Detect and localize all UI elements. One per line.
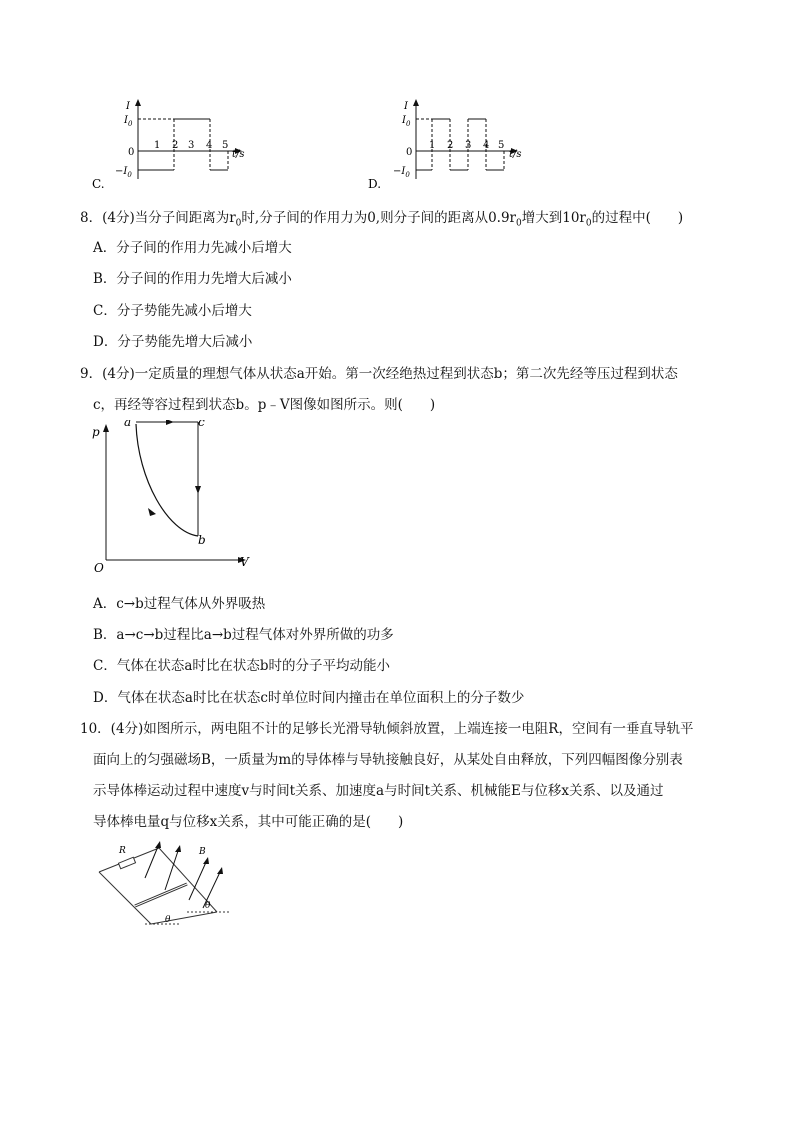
q8-stem-d: 的过程中( ) [591,210,684,226]
c-x-label: t/s [232,149,245,160]
figure-b-label: B [199,847,206,857]
c-i0: I [124,115,128,126]
svg-text:−I0 [115,166,132,179]
pv-o-label: O [94,561,104,575]
figure-r-label: R [119,846,126,856]
option-d-label: D. [368,177,382,191]
d-tick-4: 4 [483,140,490,151]
q9-pv-svg [88,420,258,580]
pv-b-label: b [198,533,206,547]
figure-theta-2: θ [205,901,211,911]
c-origin: 0 [128,147,135,158]
c-tick-5: 5 [222,140,229,151]
d-neg-i0-sub: 0 [405,171,410,179]
c-tick-2: 2 [172,140,179,151]
option-c-label: C. [92,177,105,191]
d-x-label: t/s [509,149,522,160]
q8-sub-1: 0 [516,218,522,229]
q9-stem-line-1: 9．(4分)一定质量的理想气体从状态a开始。第一次经绝热过程到状态b；第二次先经等压过程到状态 [80,366,678,382]
q8-stem-c: 增大到10r [521,210,586,226]
c-tick-1: 1 [154,140,161,151]
q8-option-d[interactable]: D．分子势能先增大后减小 [93,334,253,350]
q8-sub-2: 0 [585,218,592,229]
q9-pv-diagram [88,420,258,580]
q8-option-c[interactable]: C．分子势能先减小后增大 [93,303,252,319]
q9-option-d[interactable]: D．气体在状态a时比在状态c时单位时间内撞击在单位面积上的分子数少 [93,690,525,706]
q10-stem-line-4: 导体棒电量q与位移x关系，其中可能正确的是( ) [93,814,404,830]
svg-text:I0 [123,115,133,128]
d-i0: I [402,115,406,126]
d-neg-i0: −I [393,166,406,177]
d-tick-2: 2 [447,140,454,151]
q8-option-b[interactable]: B．分子间的作用力先增大后减小 [93,271,292,287]
pv-v-label: V [240,555,249,569]
q10-stem-line-2: 面向上的匀强磁场B，一质量为m的导体棒与导轨接触良好，从某处自由释放，下列四幅图像分别表 [93,752,683,768]
graph-d-svg [364,95,544,195]
q10-stem-line-3: 示导体棒运动过程中速度v与时间t关系、加速度a与时间t关系、机械能E与位移x关系、以及通过 [93,783,664,799]
d-tick-1: 1 [429,140,436,151]
d-i0-sub: 0 [405,120,411,128]
c-tick-4: 4 [206,140,213,151]
d-y-label: I [404,101,408,112]
q9-option-b[interactable]: B．a→c→b过程比a→b过程气体对外界所做的功多 [93,627,394,643]
figure-theta-1: θ [165,915,171,925]
pv-a-label: a [124,420,132,429]
graph-d [364,95,544,195]
d-origin: 0 [406,147,413,158]
pv-p-label: p [92,425,100,439]
q8-option-a[interactable]: A．分子间的作用力先减小后增大 [93,240,292,256]
graph-c-svg [88,95,258,195]
q8-stem-a: 8．(4分)当分子间距离为r [80,210,236,226]
c-neg-i0-sub: 0 [127,171,132,179]
svg-text:I0 [401,115,411,128]
svg-text:−I0 [393,166,410,179]
c-neg-i0: −I [115,166,128,177]
c-tick-3: 3 [188,140,195,151]
d-tick-5: 5 [498,140,505,151]
q8-stem-b: 时,分子间的作用力为0,则分子间的距离从0.9r [241,210,517,226]
q9-option-a[interactable]: A．c→b过程气体从外界吸热 [93,596,266,612]
d-tick-3: 3 [465,140,472,151]
q10-rail-svg [95,838,235,933]
pv-c-label: c [198,420,205,429]
c-y-label: I [126,101,130,112]
q8-stem [80,206,683,229]
graph-c [88,95,258,195]
q10-rail-figure [95,838,235,933]
q8-sub-0: 0 [235,218,242,229]
q9-option-c[interactable]: C．气体在状态a时比在状态b时的分子平均动能小 [93,658,391,674]
c-i0-sub: 0 [127,120,133,128]
q9-stem-line-2: c，再经等容过程到状态b。p﹣V图像如图所示。则( ) [93,397,436,413]
q10-stem-line-1: 10．(4分)如图所示，两电阻不计的足够长光滑导轨倾斜放置，上端连接一电阻R，空间有一垂直导轨平 [80,721,694,737]
